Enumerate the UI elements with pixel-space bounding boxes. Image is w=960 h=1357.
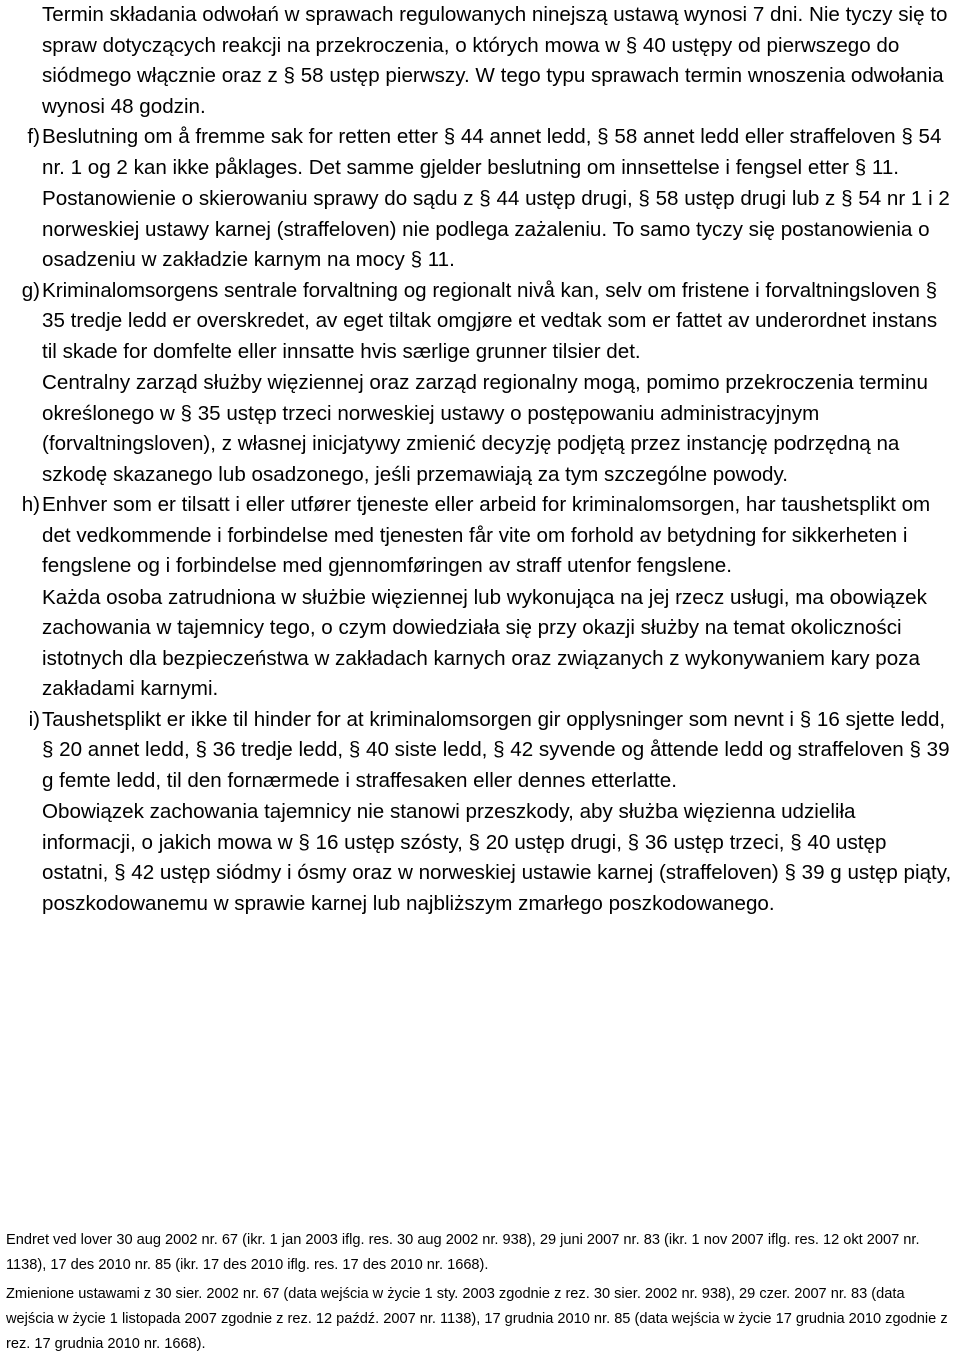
amendment-note-norwegian: Endret ved lover 30 aug 2002 nr. 67 (ikr. 1 jan 2003 iflg. res. 30 aug 2002 nr. 938), 29 juni 2007 nr. 83 (ikr. 1 nov 2007 iflg. res. 12 okt 2007 nr. 1138), 17 des 2010 nr. 85 (ikr. 17 des 2010 iflg. res. 17 des 2010 nr. 1668). <box>6 1232 920 1273</box>
section-label: h) <box>21 493 40 516</box>
section-i <box>28 705 954 920</box>
section-label: g) <box>21 278 40 302</box>
section-g-polish: Centralny zarząd służby więziennej oraz zarząd regionalny mogą, pomimo przekroczenia terminu określonego w § 35 ustęp trzeci norweskiej ustawy o postępowaniu administracyjnym (forvaltningsloven), z własnej inicjatywy zmienić decyzję podjętą przez instancję podrzędną na szkodę skazanego lub osadzonego, jeśli przemawiają za tym szczególne powody. <box>42 371 928 486</box>
section-f-norwegian: Beslutning om å fremme sak for retten etter § 44 annet ledd, § 58 annet ledd eller straffeloven § 54 nr. 1 og 2 kan ikke påklages. Det samme gjelder beslutning om innsettelse i fengsel etter § 11. <box>42 125 942 179</box>
section-h-norwegian: Enhver som er tilsatt i eller utfører tjeneste eller arbeid for kriminalomsorgen, har taushetsplikt om det vedkommende i forbindelse med tjenesten får vite om forhold av betydning for sikkerheten i fengslene og i forbindelse med gjennomføringen av straff utenfor fengslene. <box>42 493 931 577</box>
section-h <box>21 490 954 705</box>
section-i-norwegian: Taushetsplikt er ikke til hinder for at kriminalomsorgen gir opplysninger som nevnt i § 16 sjette ledd, § 20 annet ledd, § 36 tredje ledd, § 40 siste ledd, § 42 syvende og åttende ledd og straffeloven § 39 g femte ledd, til den fornærmede i straffesaken eller dennes etterlatte. <box>42 707 950 792</box>
section-label: f) <box>27 125 40 148</box>
section-h-polish: Każda osoba zatrudniona w służbie więziennej lub wykonująca na jej rzecz usługi, ma obowiązek zachowania w tajemnicy tego, o czym dowiedziała się przy okazji służby na temat okoliczności istotnych dla bezpieczeństwa w zakładach karnych oraz związanych z wykonywaniem kary poza zakładami karnymi. <box>42 585 927 700</box>
section-g-norwegian: Kriminalomsorgens sentrale forvaltning og regionalt nivå kan, selv om fristene i forvaltningsloven § 35 tredje ledd er overskredet, av eget tiltak omgjøre et vedtak som er fattet av underordnet instans til skade for domfelte eller innsatte hvis særlige grunner tilsier det. <box>42 278 938 363</box>
section-i-polish: Obowiązek zachowania tajemnicy nie stanowi przeszkody, aby służba więzienna udzieliła informacji, o jakich mowa w § 16 ustęp szósty, § 20 ustęp drugi, § 36 ustęp trzeci, § 40 ustęp ostatni, § 42 ustęp siódmy i ósmy oraz w norweskiej ustawie karnej (straffeloven) § 39 g ustęp piąty, poszkodowanemu w sprawie karnej lub najbliższym zmarłego poszkodowanego. <box>42 800 952 915</box>
intro-paragraph-pl: Termin składania odwołań w sprawach regulowanych ninejszą ustawą wynosi 7 dni. Nie tyczy się to spraw dotyczących reakcji na przekroczenia, o których mowa w § 40 ustępy od pierwszego do siódmego włącznie oraz z § 58 ustęp pierwszy. W tego typu sprawach termin wnoszenia odwołania wynosi 48 godzin. <box>42 3 948 118</box>
amendment-note-polish: Zmienione ustawami z 30 sier. 2002 nr. 67 (data wejścia w życie 1 sty. 2003 zgodnie z rez. 30 sier. 2002 nr. 938), 29 czer. 2007 nr. 83 (data wejścia w życie 1 listopada 2007 zgodnie z rez. 12 paźdź. 2007 nr. 1138), 17 grudnia 2010 nr. 85 (data wejścia w życie 17 grudnia 2010 zgodnie z rez. 17 grudnia 2010 nr. 1668). <box>6 1286 948 1352</box>
section-g <box>21 276 954 491</box>
section-f-polish: Postanowienie o skierowaniu sprawy do sądu z § 44 ustęp drugi, § 58 ustęp drugi lub z § 54 nr 1 i 2 norweskiej ustawy karnej (straffeloven) nie podlega zażaleniu. To samo tyczy się postanowienia o osadzeniu w zakładzie karnym na mocy § 11. <box>42 187 950 271</box>
section-label: i) <box>28 707 40 731</box>
section-f <box>27 122 954 276</box>
